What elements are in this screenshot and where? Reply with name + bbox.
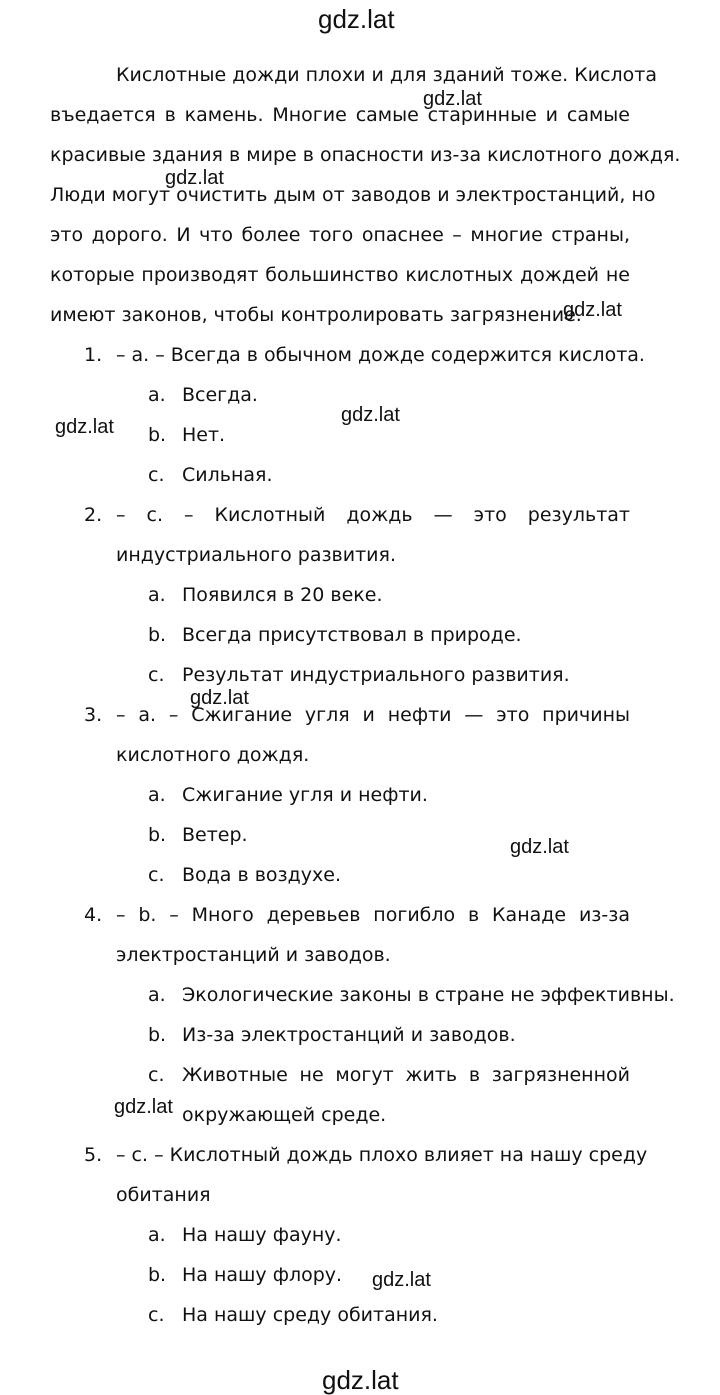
- watermark-top: gdz.lat: [318, 4, 395, 34]
- paragraph-line: это дорого. И что более того опаснее – многие страны,: [50, 224, 630, 246]
- question-text-continued: обитания: [116, 1184, 211, 1206]
- option-letter: c.: [148, 1304, 165, 1326]
- paragraph-line: въедается в камень. Многие самые старинные и самые: [50, 104, 630, 126]
- option-letter: c.: [148, 664, 165, 686]
- option-text: Всегда.: [182, 384, 258, 406]
- watermark: gdz.lat: [114, 1096, 173, 1118]
- option-letter: a.: [148, 384, 166, 406]
- option-text: Нет.: [182, 424, 226, 446]
- paragraph-line: Кислотные дожди плохи и для зданий тоже. Кислота: [116, 64, 658, 86]
- question-number: 1.: [84, 344, 103, 366]
- option-text: Экологические законы в стране не эффективны.: [182, 984, 675, 1006]
- watermark: gdz.lat: [165, 167, 224, 189]
- paragraph-line: красивые здания в мире в опасности из-за кислотного дождя.: [50, 144, 681, 166]
- question-text: – c. – Кислотный дождь — это результат: [116, 504, 630, 526]
- option-text: Появился в 20 веке.: [182, 584, 383, 606]
- option-text: Результат индустриального развития.: [182, 664, 570, 686]
- question-text-continued: кислотного дождя.: [116, 744, 310, 766]
- option-letter: b.: [148, 424, 167, 446]
- paragraph-line: которые производят большинство кислотных дождей не: [50, 264, 630, 286]
- option-letter: b.: [148, 1024, 167, 1046]
- watermark: gdz.lat: [563, 299, 622, 321]
- watermark: gdz.lat: [423, 88, 482, 110]
- option-letter: a.: [148, 784, 166, 806]
- option-text: Всегда присутствовал в природе.: [182, 624, 522, 646]
- option-text-continued: окружающей среде.: [182, 1104, 387, 1126]
- option-text: Животные не могут жить в загрязненной: [182, 1064, 630, 1086]
- option-text: Ветер.: [182, 824, 248, 846]
- watermark-bottom: gdz.lat: [322, 1365, 399, 1395]
- paragraph-line: Люди могут очистить дым от заводов и электростанций, но: [50, 184, 656, 206]
- question-text-continued: индустриального развития.: [116, 544, 396, 566]
- option-text: Вода в воздухе.: [182, 864, 341, 886]
- option-letter: b.: [148, 1264, 167, 1286]
- option-letter: a.: [148, 1224, 166, 1246]
- option-text: Сжигание угля и нефти.: [182, 784, 428, 806]
- option-text: На нашу среду обитания.: [182, 1304, 438, 1326]
- option-letter: c.: [148, 1064, 165, 1086]
- watermark: gdz.lat: [55, 416, 114, 438]
- question-text: – c. – Кислотный дождь плохо влияет на нашу среду: [116, 1144, 648, 1166]
- question-text: – а. – Всегда в обычном дожде содержится кислота.: [116, 344, 645, 366]
- question-text: – b. – Много деревьев погибло в Канаде из-за: [116, 904, 630, 926]
- option-letter: c.: [148, 464, 165, 486]
- question-number: 5.: [84, 1144, 103, 1166]
- option-text: Сильная.: [182, 464, 273, 486]
- option-letter: b.: [148, 824, 167, 846]
- question-text-continued: электростанций и заводов.: [116, 944, 391, 966]
- question-number: 3.: [84, 704, 103, 726]
- option-letter: a.: [148, 984, 166, 1006]
- question-text: – a. – Сжигание угля и нефти — это причины: [116, 704, 630, 726]
- option-text: Из-за электростанций и заводов.: [182, 1024, 516, 1046]
- question-number: 2.: [84, 504, 103, 526]
- paragraph-line: имеют законов, чтобы контролировать загрязнение.: [50, 304, 582, 326]
- watermark: gdz.lat: [190, 687, 249, 709]
- option-letter: b.: [148, 624, 167, 646]
- option-letter: c.: [148, 864, 165, 886]
- question-number: 4.: [84, 904, 103, 926]
- option-text: На нашу фауну.: [182, 1224, 342, 1246]
- option-text: На нашу флору.: [182, 1264, 343, 1286]
- option-letter: a.: [148, 584, 166, 606]
- watermark: gdz.lat: [510, 836, 569, 858]
- watermark: gdz.lat: [372, 1269, 431, 1291]
- watermark: gdz.lat: [341, 404, 400, 426]
